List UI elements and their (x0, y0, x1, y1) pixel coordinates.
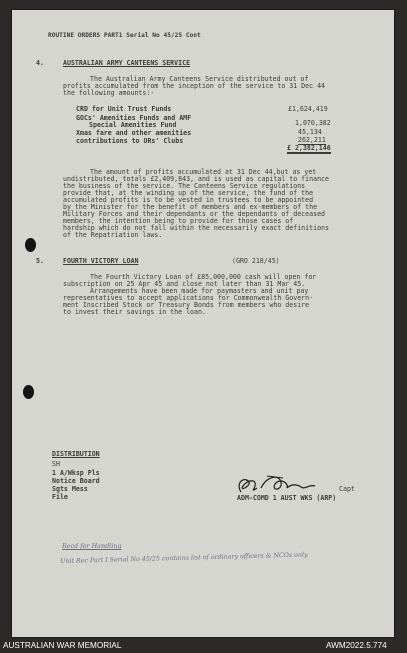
amount-value: £1,624,419 (288, 105, 328, 113)
amount-label: GOCs' Amenities Funds and AMF (76, 114, 192, 122)
punch-hole (23, 385, 34, 399)
document-page (12, 10, 394, 637)
punch-hole (25, 238, 36, 252)
amount-label: Xmas fare and other amenities (76, 129, 192, 137)
handwritten-note-line2: Unit Rec Part I Serial No 45/25 contains list of ordinary officers & NCOs only. (60, 551, 309, 565)
distribution-title: DISTRIBUTION (52, 450, 100, 458)
body-line: undistributed, totals £2,409,843, and is used as capital to finance (63, 175, 329, 183)
body-line: the business of the service. The Canteens Service regulations (63, 182, 306, 190)
amount-total: £ 2,382,146 (287, 145, 331, 154)
body-line: to invest their savings in the loan. (63, 308, 206, 316)
body-line: members, the intention being to provide for those cases of (63, 217, 294, 225)
footer-accession-number: AWM2022.5.774 (326, 641, 387, 650)
body-line: hardship which do not fall within the necessarily exact definitions (63, 224, 329, 232)
distribution-item: Sgts Mess (52, 485, 88, 493)
section-5-reference: (GRO 218/45) (232, 257, 280, 265)
distribution-line: SH (52, 460, 60, 468)
footer-institution: AUSTRALIAN WAR MEMORIAL (3, 641, 122, 650)
amount-label: CRD for Unit Trust Funds (76, 105, 172, 113)
section-4-number: 4. (36, 59, 44, 67)
amount-value: 262,211 (298, 136, 326, 144)
amount-value: 1,070,382 (295, 119, 331, 127)
body-line: representatives to accept applications for Commonwealth Govern- (63, 294, 314, 302)
body-line: ment Inscribed Stock or Treasury Bonds from members who desire (63, 301, 310, 309)
body-line: The Fourth Victory Loan of £85,000,000 cash will open for (90, 273, 317, 281)
distribution-item: 1 A/Wksp Pls (52, 469, 100, 477)
distribution-item: File (52, 493, 68, 501)
body-line: Military Forces and their dependants or the dependants of deceased (63, 210, 326, 218)
intro-line: profits accumulated from the inception of the service to 31 Dec 44 (63, 82, 326, 90)
body-line: subscription on 25 Apr 45 and close not later than 31 Mar 45. (63, 280, 306, 288)
body-line: accumulated profits is to be vested in trustees to be appointed (63, 196, 314, 204)
body-line: Arrangements have been made for paymasters and unit pay (90, 287, 309, 295)
intro-line: The Australian Army Canteens Service distributed out of (90, 75, 309, 83)
signature-title: ADM-COMD 1 AUST WKS (ARP) (237, 494, 337, 502)
document-header: ROUTINE ORDERS PART1 Serial No 45/25 Cont (48, 32, 201, 39)
body-line: of the Repatriation laws. (63, 231, 163, 239)
body-line: The amount of profits accumulated at 31 Dec 44,but as yet (90, 168, 317, 176)
distribution-item: Notice Board (52, 477, 100, 485)
body-line: provide that, at the winding up of the service, the fund of the (63, 189, 314, 197)
section-4-title: AUSTRALIAN ARMY CANTEENS SERVICE (63, 59, 191, 67)
handwritten-note-line1: Recd for Handling (62, 542, 122, 550)
amount-label: contributions to ORs' Clubs (76, 137, 184, 145)
amount-value: 45,134 (298, 128, 322, 136)
body-line: by the Minister for the benefit of members and ex-members of the (63, 203, 318, 211)
amount-label: Special Amenities Fund (89, 121, 177, 129)
intro-line: the following amounts:- (63, 89, 155, 97)
signature-rank: Capt (339, 485, 355, 493)
section-5-title: FOURTH VICTORY LOAN (63, 257, 139, 265)
section-5-number: 5. (36, 257, 44, 265)
